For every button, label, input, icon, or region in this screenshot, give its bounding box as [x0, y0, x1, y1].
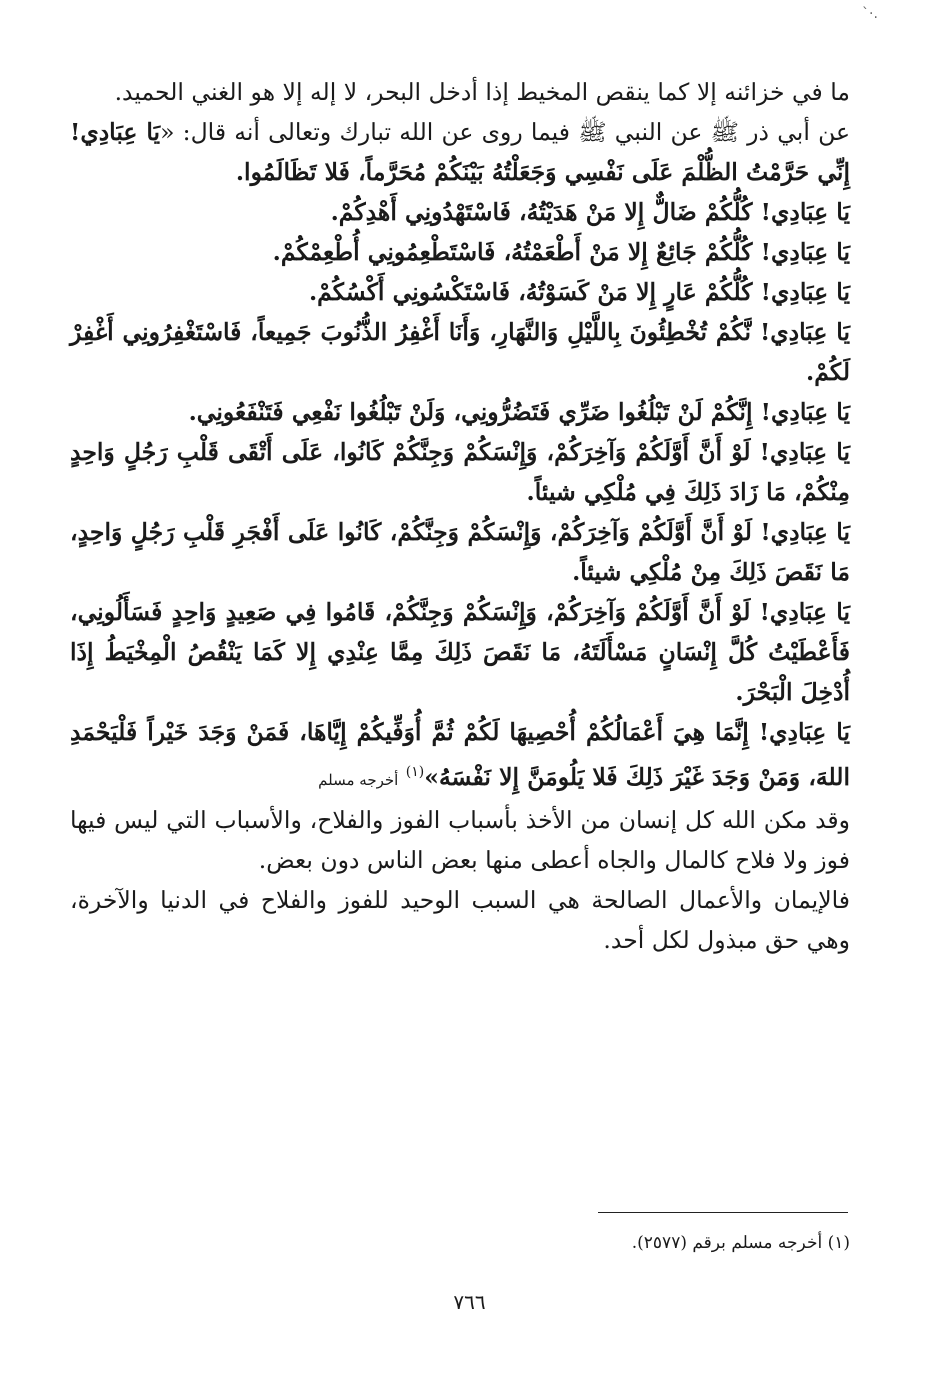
paragraph-faith: فالإيمان والأعمال الصالحة هي السبب الوحيد للفوز والفلاح في الدنيا والآخرة، وهي حق مبذول لكل أحد.: [70, 885, 850, 954]
hadith-paragraph-deeds: [70, 712, 850, 800]
hadith-paragraph-pious: يَا عِبَادِي! لَوْ أَنَّ أَوَّلَكُمْ وَآخِرَكُمْ، وَإِنْسَكُمْ وَجِنَّكُمْ كَانُوا، عَلَى أَتْقَى قَلْبِ رَجُلٍ وَاحِدٍ مِنْكُمْ، مَا زَادَ ذَلِكَ فِي مُلْكِي شيئاً.: [70, 438, 850, 506]
inline-citation: أخرجه مسلم: [318, 770, 399, 789]
hadith-closing: يَا عِبَادِي! إِنَّمَا هِيَ أَعْمَالُكُمْ أُحْصِيهَا لَكُمْ ثُمَّ أُوَفِّيكُمْ إِيَّاهَا، فَمَنْ وَجَدَ خَيْراً فَلْيَحْمَدِ اللهَ، وَمَنْ وَجَدَ غَيْرَ ذَلِكَ فَلا يَلُومَنَّ إِلا نَفْسَهُ»: [70, 718, 850, 791]
footnote-divider: [598, 1212, 848, 1213]
page-number: ٧٦٦: [453, 1290, 486, 1314]
paragraph-means: وقد مكن الله كل إنسان من الأخذ بأسباب الفوز والفلاح، والأسباب التي ليس فيها فوز ولا فلاح كالمال والجاه أعطى منها بعض الناس دون بعض.: [70, 805, 850, 874]
hadith-paragraph-clothing: يَا عِبَادِي! كُلُّكُمْ عَارٍ إِلا مَنْ كَسَوْتُهُ، فَاسْتَكْسُونِي أَكْسُكُمْ.: [308, 278, 850, 306]
hadith-paragraph-forgiveness: يَا عِبَادِي! نَّكُمْ تُخْطِئُونَ بِاللَّيْلِ وَالنَّهَارِ، وَأَنَا أَغْفِرُ الذُّنُوبَ جَمِيعاً، فَاسْتَغْفِرُونِي أَغْفِرْ لَكُمْ.: [70, 318, 850, 386]
main-text: [70, 72, 850, 960]
paragraph-1: ما في خزائنه إلا كما ينقص المخيط إذا أدخل البحر، لا إله إلا هو الغني الحميد.: [114, 78, 850, 106]
hadith-paragraph-guidance: يَا عِبَادِي! كُلُّكُمْ ضَالٌّ إِلا مَنْ هَدَيْتُهُ، فَاسْتَهْدُونِي أَهْدِكُمْ.: [330, 198, 850, 226]
footnote: (١) أخرجه مسلم برقم (٢٥٧٧).: [631, 1233, 850, 1253]
hadith-paragraph-wicked: يَا عِبَادِي! لَوْ أَنَّ أَوَّلَكُمْ وَآخِرَكُمْ، وَإِنْسَكُمْ وَجِنَّكُمْ، كَانُوا عَلَى أَفْجَرِ قَلْبِ رَجُلٍ وَاحِدٍ، مَا نَقَصَ ذَلِكَ مِنْ مُلْكِي شيئاً.: [70, 518, 850, 586]
hadith-opening: يَا عِبَادِي! إِنِّي حَرَّمْتُ الظُّلْمَ عَلَى نَفْسِي وَجَعَلْتُهُ بَيْنَكُمْ مُحَرَّماً، فَلا تَظَالَمُوا.: [70, 118, 850, 186]
paragraph-2: [70, 112, 850, 192]
corner-mark: `·.: [862, 6, 878, 22]
paragraph-2-intro: عن أبي ذر ﷺ عن النبي ﷺ فيما روى عن الله تبارك وتعالى أنه قال: «: [160, 118, 850, 146]
hadith-paragraph-asking: يَا عِبَادِي! لَوْ أَنَّ أَوَّلَكُمْ وَآخِرَكُمْ، وَإِنْسَكُمْ وَجِنَّكُمْ، قَامُوا فِي صَعِيدٍ وَاحِدٍ فَسَأَلُونِي، فَأَعْطَيْتُ كُلَّ إِنْسَانٍ مَسْأَلَتَهُ، مَا نَقَصَ ذَلِكَ مِمَّا عِنْدِي إِلا كَمَا يَنْقُصُ الْمِخْيَطُ إِذَا أُدْخِلَ الْبَحْرَ.: [70, 598, 850, 706]
footnote-marker: (١): [405, 764, 425, 780]
hadith-paragraph-harm-benefit: يَا عِبَادِي! إِنَّكُمْ لَنْ تَبْلُغُوا ضَرِّي فَتَضُرُّونِي، وَلَنْ تَبْلُغُوا نَفْعِي فَتَنْفَعُونِي.: [188, 398, 850, 426]
hadith-paragraph-food: يَا عِبَادِي! كُلُّكُمْ جَائِعٌ إِلا مَنْ أَطْعَمْتُهُ، فَاسْتَطْعِمُونِي أُطْعِمْكُمْ.: [272, 238, 850, 266]
